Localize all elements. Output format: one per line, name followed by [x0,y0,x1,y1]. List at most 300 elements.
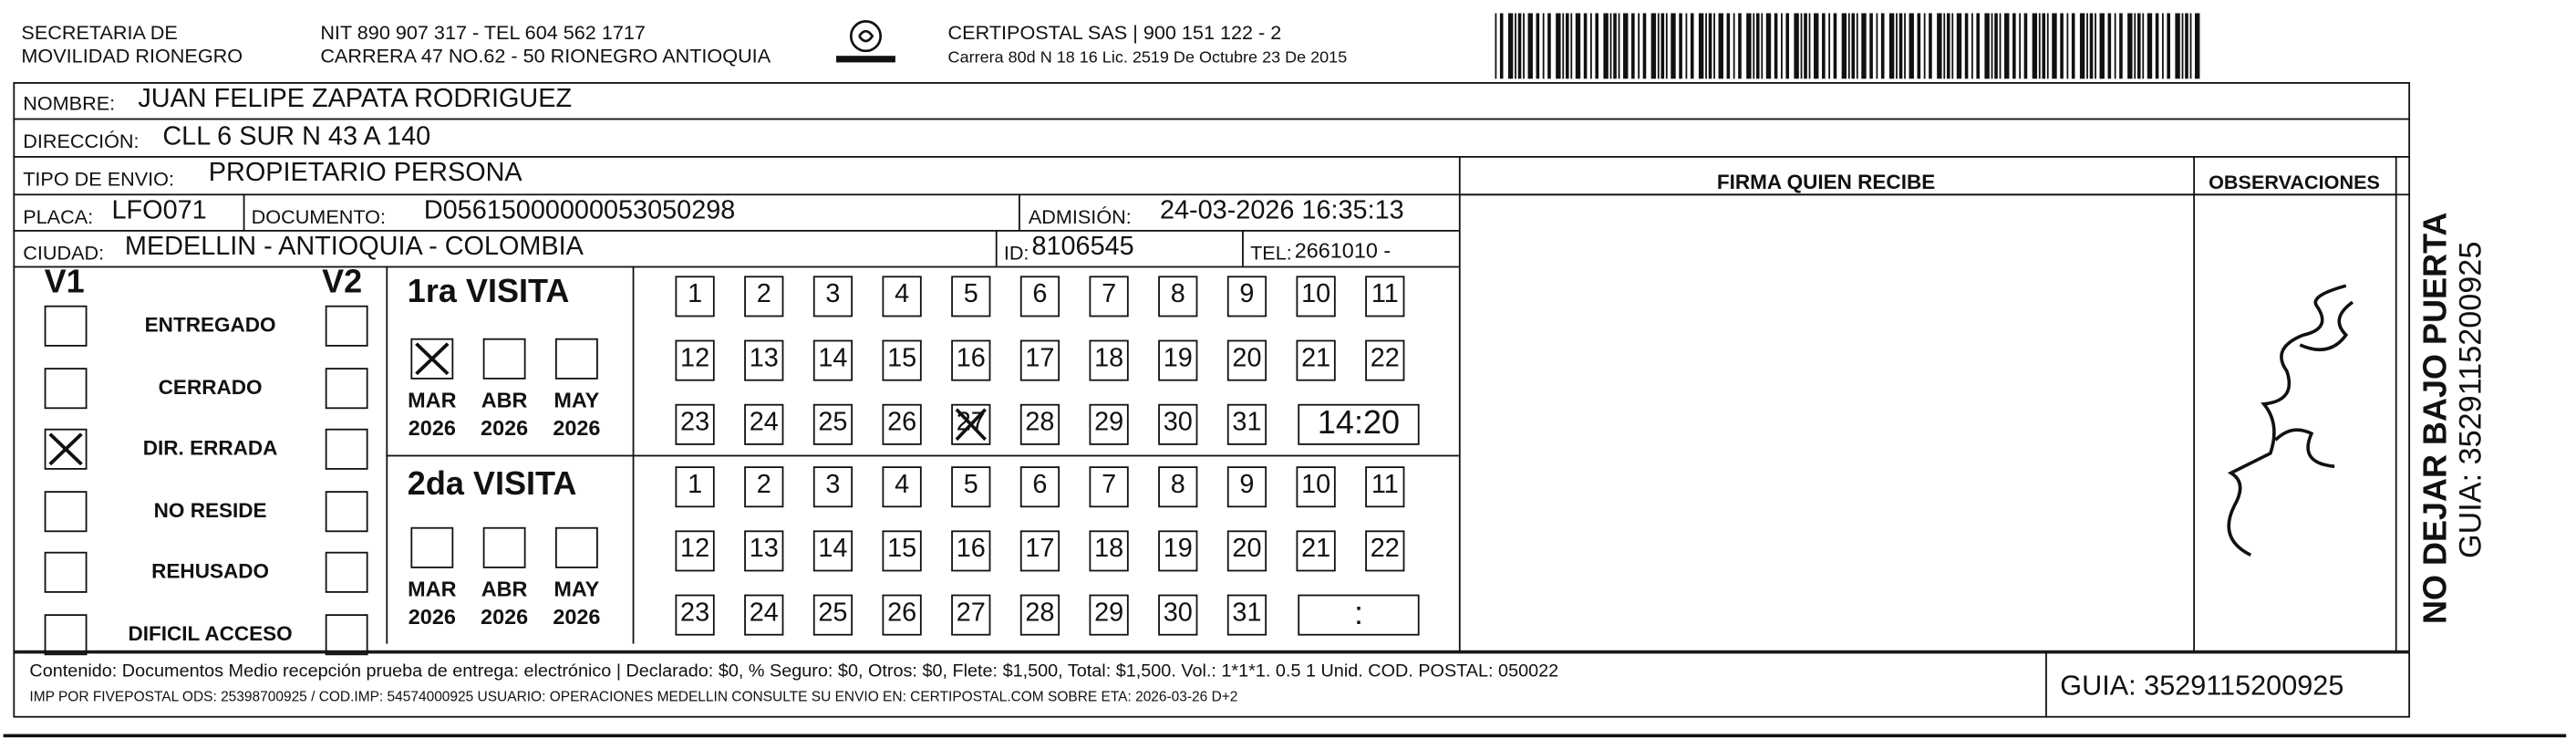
address-line: CARRERA 47 NO.62 - 50 RIONEGRO ANTIOQUIA [320,44,771,68]
barcode-bar [1679,13,1682,78]
barcode-bar [1515,13,1516,78]
day-number: 14 [818,345,848,373]
barcode-bar [1801,13,1803,78]
day-box[interactable] [744,276,783,317]
day-box[interactable] [1297,466,1336,507]
month-year: 2026 [481,415,529,441]
day-box[interactable] [1365,276,1404,317]
day-box[interactable] [1020,404,1060,445]
barcode-bar [2162,13,2164,78]
day-number: 3 [825,471,841,500]
barcode-bar [2047,13,2049,78]
barcode-bar [1814,13,1818,78]
barcode-bar [1666,13,1668,78]
status-label: ENTREGADO [144,313,276,337]
barcode-bar [1495,13,1497,78]
day-box[interactable] [951,404,990,445]
day-box[interactable] [1227,530,1267,571]
day-number: 13 [749,345,779,373]
no-dejar-warning: NO DEJAR BAJO PUERTA [2418,212,2455,624]
day-number: 29 [1094,409,1124,437]
org-name-line2: MOVILIDAD RIONEGRO [21,44,243,68]
company-line: CERTIPOSTAL SAS | 900 151 122 - 2 [947,21,1282,45]
status-label: DIR. ERRADA [142,436,278,460]
barcode-bar [1660,13,1664,78]
time-box[interactable]: 14:20 [1298,404,1419,445]
barcode-bar [2090,13,2094,78]
barcode-bar [1848,13,1850,78]
day-number: 24 [749,599,779,628]
id-label: ID: [1003,241,1029,265]
day-box[interactable] [1020,276,1060,317]
day-number: 16 [956,535,986,564]
v2-checkbox[interactable] [326,306,368,347]
day-box[interactable] [675,276,714,317]
imp-line: IMP POR FIVEPOSTAL ODS: 25398700925 / COD.IMP: 54574000925 USUARIO: OPERACIONES MEDELLIN CONSULTE SU ENVIO EN: CERTIPOSTAL.COM SOBRE ETA: 2026-03-26 D+2 [29,688,1238,705]
barcode-bar [1899,13,1903,78]
tel-label: TEL: [1250,241,1292,265]
plate-value: LFO071 [111,197,207,225]
barcode-bar [1727,13,1731,78]
time-box[interactable]: : [1298,595,1419,636]
day-box[interactable] [675,595,714,636]
barcode-bar [1671,13,1675,78]
barcode-bar [2175,13,2179,78]
barcode-bar [1756,13,1760,78]
day-box[interactable] [813,404,853,445]
day-number: 1 [688,280,703,309]
barcode-bar [2072,13,2075,78]
barcode-bar [1785,13,1789,78]
document-label: DOCUMENTO: [251,205,386,229]
day-box[interactable] [813,466,853,507]
barcode-bar [1746,13,1751,78]
status-label: NO RESIDE [153,498,267,522]
v1-label: V1 [44,264,85,301]
day-box[interactable] [1158,595,1197,636]
day-number: 8 [1170,471,1185,500]
day-box[interactable] [882,340,921,381]
day-number: 30 [1163,409,1193,437]
barcode-bar [2167,13,2170,78]
v2-checkbox[interactable] [326,613,368,654]
barcode-bar [1691,13,1694,78]
day-box[interactable] [1090,340,1129,381]
day-box[interactable] [951,595,990,636]
barcode-bar [1686,13,1688,78]
barcode-bar [2080,13,2085,78]
x-mark-icon [953,406,989,443]
day-box[interactable] [1227,595,1267,636]
plate-label: PLACA: [23,205,94,229]
barcode-bar [1924,13,1926,78]
day-box[interactable] [1090,595,1129,636]
barcode-bar [2137,13,2141,78]
day-number: 28 [1025,409,1055,437]
day-number: 9 [1239,471,1255,500]
barcode-bar [1943,13,1945,78]
month-name: MAR [408,576,457,601]
month-checkbox[interactable] [483,338,526,380]
name-label: NOMBRE: [23,91,116,115]
barcode-bar [1876,13,1878,78]
v1-checkbox[interactable] [45,613,88,654]
barcode-bar [1719,13,1723,78]
status-label: CERRADO [158,375,263,399]
day-box[interactable] [1090,530,1129,571]
month-checkbox[interactable] [483,527,526,568]
barcode-bar [1947,13,1950,78]
day-number: 19 [1163,535,1193,564]
day-number: 4 [895,280,910,309]
v2-checkbox[interactable] [326,552,368,593]
barcode-bar [1699,13,1703,78]
barcode-bar [2024,13,2028,78]
barcode-bar [2127,13,2132,78]
barcode-bar [1528,13,1533,78]
day-box[interactable] [1158,276,1197,317]
city-label: CIUDAD: [23,241,105,265]
barcode-bar [2115,13,2116,78]
barcode-bar [1738,13,1742,78]
admission-label: ADMISIÓN: [1028,205,1132,229]
day-box[interactable] [1227,404,1267,445]
day-number: 15 [887,535,917,564]
day-box[interactable] [1227,276,1267,317]
day-box[interactable] [1090,404,1129,445]
barcode-bar [2086,13,2088,78]
day-number: 14 [818,535,848,564]
license-line: Carrera 80d N 18 16 Lic. 2519 De Octubre 23 De 2015 [947,49,1348,68]
visit1-title: 1ra VISITA [407,274,570,311]
day-number: 18 [1094,535,1124,564]
observations-header: OBSERVACIONES [2209,171,2380,194]
month-checkbox[interactable] [410,338,453,380]
barcode-bar [1909,13,1914,78]
day-box[interactable] [675,466,714,507]
barcode-bar [1658,13,1660,78]
day-box[interactable] [1020,466,1060,507]
barcode-bar [1623,13,1628,78]
v1-checkbox[interactable] [45,429,88,470]
day-box[interactable] [882,466,921,507]
barcode-bar [1613,13,1617,78]
handwritten-signature [2201,246,2382,575]
day-number: 18 [1094,345,1124,373]
day-box[interactable] [1020,530,1060,571]
day-number: 12 [680,345,710,373]
day-box[interactable] [675,530,714,571]
barcode-bar [1828,13,1830,78]
month-checkbox[interactable] [555,527,598,568]
day-number: 28 [1025,599,1055,628]
day-number: 16 [956,345,986,373]
barcode-bar [1570,13,1572,78]
barcode-bar [1904,13,1906,78]
nit-line: NIT 890 907 317 - TEL 604 562 1717 [320,21,646,45]
month-year: 2026 [481,604,529,630]
barcode-bar [2182,13,2184,78]
day-number: 21 [1301,535,1331,564]
day-box[interactable] [882,276,921,317]
day-box[interactable] [675,340,714,381]
barcode-bar [1638,13,1640,78]
status-label: DIFICIL ACCESO [128,621,293,645]
barcode-bar [2119,13,2123,78]
day-box[interactable] [813,276,853,317]
barcode-bar [1518,13,1522,78]
day-box[interactable] [1365,340,1404,381]
type-value: PROPIETARIO PERSONA [208,159,522,188]
day-number: 9 [1239,280,1255,309]
v1-checkbox[interactable] [45,367,88,408]
barcode-bar [1713,13,1715,78]
barcode-bar [1842,13,1847,78]
day-box[interactable] [813,530,853,571]
barcode-bar [2108,13,2112,78]
day-number: 19 [1163,345,1193,373]
day-number: 11 [1371,280,1399,309]
barcode-bar [1976,13,1980,78]
barcode-bar [1753,13,1754,78]
barcode-bar [1584,13,1588,78]
v2-label: V2 [322,264,363,301]
barcode-bar [1631,13,1635,78]
day-box[interactable] [882,595,921,636]
day-number: 20 [1232,535,1262,564]
name-value: JUAN FELIPE ZAPATA RODRIGUEZ [138,85,573,114]
day-number: 23 [680,599,710,628]
barcode-bar [1619,13,1620,78]
barcode-bar [2000,13,2002,78]
day-number: 31 [1232,409,1262,437]
day-box[interactable] [1297,530,1336,571]
org-name-line1: SECRETARIA DE [21,21,178,45]
day-number: 2 [756,471,771,500]
day-number: 30 [1163,599,1193,628]
day-box[interactable] [744,404,783,445]
day-number: 17 [1025,345,1055,373]
v2-checkbox[interactable] [326,490,368,531]
day-number: 1 [688,471,703,500]
day-box[interactable] [1297,340,1336,381]
barcode-bar [1590,13,1592,78]
day-number: 5 [963,280,978,309]
barcode-bar [1543,13,1545,78]
barcode-bar [1562,13,1564,78]
barcode-bar [2147,13,2152,78]
day-box[interactable] [951,530,990,571]
barcode-bar [1761,13,1763,78]
month-name: MAY [553,387,600,412]
day-box[interactable] [1020,595,1060,636]
barcode-bar [1994,13,1998,78]
barcode-bar [2012,13,2016,78]
day-box[interactable] [744,340,783,381]
day-number: 2 [756,280,771,309]
day-number: 6 [1032,471,1048,500]
day-box[interactable] [1158,404,1197,445]
day-box[interactable] [675,404,714,445]
v1-checkbox[interactable] [45,306,88,347]
day-box[interactable] [951,340,990,381]
barcode-bar [1991,13,1993,78]
day-number: 12 [680,535,710,564]
address-value: CLL 6 SUR N 43 A 140 [162,123,431,151]
barcode-bar [1822,13,1826,78]
barcode-bar [2195,13,2199,78]
barcode-bar [1889,13,1894,78]
barcode-bar [1774,13,1778,78]
barcode-bar [1896,13,1898,78]
barcode-bar [2190,13,2192,78]
v2-checkbox[interactable] [326,367,368,408]
barcode-bar [1857,13,1858,78]
day-number: 24 [749,409,779,437]
barcode-bar [2039,13,2041,78]
day-box[interactable] [813,595,853,636]
barcode-bar [1881,13,1885,78]
day-box[interactable] [744,595,783,636]
v1-checkbox[interactable] [45,552,88,593]
month-name: MAY [553,576,600,601]
barcode-bar [2156,13,2159,78]
day-number: 27 [956,409,986,437]
day-box[interactable] [744,530,783,571]
day-number: 29 [1094,599,1124,628]
day-number: 25 [818,409,848,437]
barcode-bar [2004,13,2009,78]
month-checkbox[interactable] [410,527,453,568]
day-number: 22 [1370,345,1400,373]
day-box[interactable] [1227,340,1267,381]
barcode-bar [1929,13,1932,78]
certipostal-logo [830,16,904,72]
day-box[interactable] [1090,276,1129,317]
day-box[interactable] [882,530,921,571]
address-label: DIRECCIÓN: [23,130,140,153]
day-box[interactable] [882,404,921,445]
day-number: 10 [1301,280,1331,309]
day-number: 17 [1025,535,1055,564]
barcode-bar [1869,13,1873,78]
day-box[interactable] [813,340,853,381]
barcode-bar [1851,13,1855,78]
barcode-bar [2134,13,2136,78]
day-box[interactable] [951,466,990,507]
barcode-bar [1861,13,1866,78]
month-name: ABR [481,387,528,412]
barcode-bar [2033,13,2037,78]
month-year: 2026 [408,415,456,441]
month-year: 2026 [553,604,601,630]
day-number: 31 [1232,599,1262,628]
day-box[interactable] [1090,466,1129,507]
day-number: 8 [1170,280,1185,309]
status-label: REHUSADO [151,559,270,583]
day-box[interactable] [744,466,783,507]
barcode-bar [2095,13,2096,78]
guia-footer: GUIA: 3529115200925 [2060,670,2344,702]
day-number: 27 [956,599,986,628]
barcode [1495,13,2202,78]
barcode-bar [1705,13,1707,78]
month-year: 2026 [553,415,601,441]
barcode-bar [1781,13,1783,78]
day-box[interactable] [1020,340,1060,381]
day-box[interactable] [1158,466,1197,507]
barcode-bar [1937,13,1941,78]
admission-value: 24-03-2026 16:35:13 [1159,197,1404,225]
day-number: 23 [680,409,710,437]
barcode-bar [1536,13,1540,78]
barcode-bar [1595,13,1598,78]
document-value: D05615000000053050298 [423,197,736,225]
v2-checkbox[interactable] [326,429,368,470]
barcode-bar [1957,13,1961,78]
barcode-bar [2142,13,2144,78]
day-box[interactable] [951,276,990,317]
day-number: 26 [887,599,917,628]
signature-header: FIRMA QUIEN RECIBE [1716,171,1936,194]
barcode-bar [1809,13,1811,78]
day-box[interactable] [1227,466,1267,507]
day-box[interactable] [1365,530,1404,571]
day-box[interactable] [1158,340,1197,381]
id-value: 8106545 [1031,233,1134,262]
day-number: 5 [963,471,978,500]
day-number: 25 [818,599,848,628]
barcode-bar [1951,13,1953,78]
barcode-bar [1651,13,1656,78]
month-name: ABR [481,576,528,601]
barcode-bar [1918,13,1921,78]
barcode-bar [2042,13,2045,78]
day-number: 22 [1370,535,1400,564]
day-number: 3 [825,280,841,309]
barcode-bar [1965,13,1969,78]
day-box[interactable] [1158,530,1197,571]
day-number: 7 [1102,471,1117,500]
x-mark-icon [412,340,451,378]
day-box[interactable] [1297,276,1336,317]
barcode-bar [1523,13,1525,78]
v1-checkbox[interactable] [45,490,88,531]
day-number: 10 [1301,471,1331,500]
content-line: Contenido: Documentos Medio recepción prueba de entrega: electrónico | Declarado: $0, % Seguro: $0, Otros: $0, Flete: $1,500, Total: $1,500. Vol.: 1*1*1. 0.5 1 Unid. COD. POSTAL: 050022 [29,661,1559,682]
barcode-bar [2185,13,2188,78]
barcode-bar [2052,13,2056,78]
day-box[interactable] [1365,466,1404,507]
barcode-bar [1603,13,1608,78]
barcode-bar [1709,13,1712,78]
barcode-bar [1794,13,1798,78]
month-year: 2026 [408,604,456,630]
guia-side: GUIA: 3529115200925 [2454,241,2489,558]
barcode-bar [2066,13,2068,78]
barcode-bar [1547,13,1551,78]
month-checkbox[interactable] [555,338,598,380]
day-number: 20 [1232,345,1262,373]
x-mark-icon [46,431,85,468]
day-number: 13 [749,535,779,564]
barcode-bar [2060,13,2064,78]
day-number: 6 [1032,280,1048,309]
tel-value: 2661010 - [1294,238,1391,263]
day-number: 4 [895,471,910,500]
barcode-bar [1500,13,1504,78]
barcode-bar [2100,13,2105,78]
